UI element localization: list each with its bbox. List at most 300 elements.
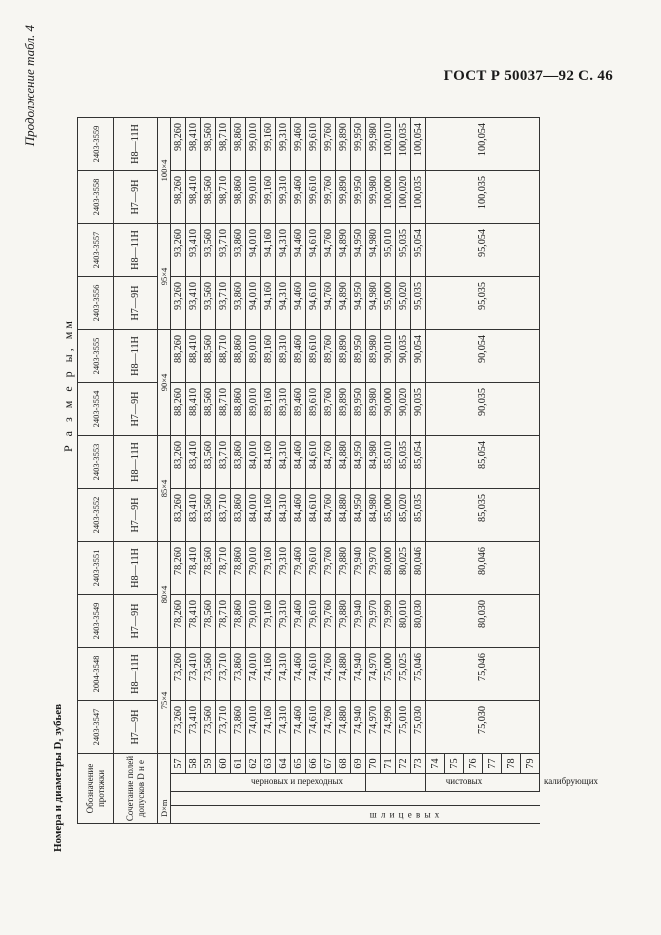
diameter-cell: 73,260: [171, 648, 186, 701]
diameter-cell: 79,760: [321, 542, 336, 595]
diameter-cell: 89,950: [351, 330, 366, 383]
diameter-cell: 89,010: [246, 383, 261, 436]
diameter-cell: 74,940: [351, 701, 366, 754]
diameter-cell: 79,610: [306, 542, 321, 595]
diameter-cell: 74,940: [351, 648, 366, 701]
code-header: 2403-3549: [78, 595, 114, 648]
calib-diameter-cell: 90,054: [426, 330, 540, 383]
tooth-number: 75: [445, 754, 464, 774]
diameter-cell: 75,010: [396, 701, 411, 754]
table-row: [246, 118, 261, 824]
continuation-label: Продолжение табл. 4: [22, 25, 37, 147]
diameter-cell: 88,560: [201, 330, 216, 383]
table-row: [201, 118, 216, 824]
code-header: 2403-3553: [78, 436, 114, 489]
size-header: 75×4: [158, 648, 171, 754]
diameter-cell: 89,310: [276, 330, 291, 383]
tooth-number: 67: [321, 754, 336, 774]
diameter-cell: 94,890: [336, 224, 351, 277]
tooth-number: 62: [246, 754, 261, 774]
diameter-cell: 85,020: [396, 489, 411, 542]
tooth-number: 72: [396, 754, 411, 774]
tooth-number: 71: [381, 754, 396, 774]
table-row: [426, 118, 445, 824]
diameter-cell: 79,880: [336, 595, 351, 648]
code-header: 2403-3547: [78, 701, 114, 754]
diameter-cell: 89,460: [291, 383, 306, 436]
diameter-cell: 79,310: [276, 595, 291, 648]
calib-diameter-cell: 75,046: [426, 648, 540, 701]
diameter-cell: 84,880: [336, 436, 351, 489]
diameter-cell: 100,054: [411, 118, 426, 171]
diameter-cell: 79,990: [381, 595, 396, 648]
diameter-cell: 80,025: [396, 542, 411, 595]
tolerance-cell: H8—11H: [114, 118, 158, 171]
tooth-number: 74: [426, 754, 445, 774]
diameter-cell: 94,310: [276, 277, 291, 330]
diameter-cell: 84,160: [261, 436, 276, 489]
diameter-cell: 88,860: [231, 330, 246, 383]
diameter-cell: 100,035: [411, 171, 426, 224]
diameter-cell: 84,310: [276, 436, 291, 489]
diameter-cell: 84,980: [366, 489, 381, 542]
diameter-cell: 95,054: [411, 224, 426, 277]
diameter-cell: 93,410: [186, 277, 201, 330]
diameter-cell: 83,860: [231, 489, 246, 542]
diameter-cell: 98,710: [216, 171, 231, 224]
diameter-cell: 74,970: [366, 648, 381, 701]
diameter-cell: 83,410: [186, 436, 201, 489]
sizes-label: Р а з м е р ы, мм: [61, 318, 75, 452]
diameter-cell: 74,160: [261, 648, 276, 701]
diameter-cell: 83,710: [216, 436, 231, 489]
diameter-cell: 94,980: [366, 277, 381, 330]
diameter-cell: 74,880: [336, 701, 351, 754]
diameter-cell: 78,560: [201, 542, 216, 595]
diameter-cell: 84,950: [351, 436, 366, 489]
diameter-cell: 79,940: [351, 542, 366, 595]
calib-diameter-cell: 85,035: [426, 489, 540, 542]
calib-diameter-cell: 100,054: [426, 118, 540, 171]
diameter-cell: 100,035: [396, 118, 411, 171]
diameter-cell: 94,980: [366, 224, 381, 277]
diameter-cell: 80,046: [411, 542, 426, 595]
diameter-cell: 74,160: [261, 701, 276, 754]
diameter-cell: 83,260: [171, 489, 186, 542]
spacer-cell: [171, 792, 540, 806]
table-row: [366, 118, 381, 824]
rotated-page-content: [22, 25, 643, 852]
diameter-cell: 85,010: [381, 436, 396, 489]
diameter-cell: 75,000: [381, 648, 396, 701]
table-row: [216, 118, 231, 824]
diameter-cell: 85,000: [381, 489, 396, 542]
size-header: 85×4: [158, 436, 171, 542]
diameter-cell: 78,410: [186, 542, 201, 595]
diameter-cell: 94,460: [291, 277, 306, 330]
table-row: [171, 118, 186, 824]
diameter-cell: 84,610: [306, 436, 321, 489]
tooth-number: 78: [502, 754, 521, 774]
diameter-cell: 99,760: [321, 118, 336, 171]
diameter-cell: 84,010: [246, 489, 261, 542]
diameter-cell: 74,970: [366, 701, 381, 754]
code-header: 2403-3559: [78, 118, 114, 171]
calib-diameter-cell: 95,054: [426, 224, 540, 277]
diameter-cell: 83,710: [216, 489, 231, 542]
diameter-cell: 100,010: [381, 118, 396, 171]
diameter-cell: 80,000: [381, 542, 396, 595]
diameter-cell: 79,310: [276, 542, 291, 595]
diameter-cell: 88,560: [201, 383, 216, 436]
diameter-cell: 78,710: [216, 595, 231, 648]
diameter-cell: 88,410: [186, 383, 201, 436]
diameter-cell: 98,560: [201, 171, 216, 224]
diameter-cell: 99,010: [246, 171, 261, 224]
diameter-cell: 89,460: [291, 330, 306, 383]
diameter-cell: 99,890: [336, 171, 351, 224]
size-header: 80×4: [158, 542, 171, 648]
table-row: [411, 118, 426, 824]
diameter-cell: 95,020: [396, 277, 411, 330]
diameter-cell: 89,890: [336, 330, 351, 383]
table-row: [261, 118, 276, 824]
diameter-cell: 73,560: [201, 648, 216, 701]
calib-diameter-cell: 80,030: [426, 595, 540, 648]
diameter-cell: 74,010: [246, 701, 261, 754]
diameter-cell: 90,035: [411, 383, 426, 436]
diameter-cell: 73,560: [201, 701, 216, 754]
diameter-cell: 99,460: [291, 118, 306, 171]
diameter-cell: 93,860: [231, 277, 246, 330]
diameter-cell: 93,260: [171, 224, 186, 277]
diameter-cell: 98,860: [231, 118, 246, 171]
diameter-cell: 75,046: [411, 648, 426, 701]
diameter-cell: 85,035: [396, 436, 411, 489]
diameter-cell: 99,890: [336, 118, 351, 171]
tooth-number: 68: [336, 754, 351, 774]
diameter-cell: 73,410: [186, 701, 201, 754]
diameter-cell: 74,610: [306, 648, 321, 701]
diameter-cell: 99,160: [261, 171, 276, 224]
table-row: [186, 118, 201, 824]
tooth-number: 58: [186, 754, 201, 774]
tooth-number: 64: [276, 754, 291, 774]
tooth-number: 76: [464, 754, 483, 774]
diameter-cell: 94,950: [351, 224, 366, 277]
table-row: [336, 118, 351, 824]
diameter-cell: 94,610: [306, 224, 321, 277]
diameter-cell: 79,010: [246, 542, 261, 595]
diameter-cell: 79,970: [366, 595, 381, 648]
designation-header: Обозначение протяжки: [78, 754, 114, 824]
calib-group-label: калибрующих: [543, 776, 599, 786]
diameter-cell: 74,460: [291, 648, 306, 701]
diameter-cell: 93,410: [186, 224, 201, 277]
diameter-cell: 90,035: [396, 330, 411, 383]
diameter-cell: 84,010: [246, 436, 261, 489]
diameter-cell: 73,410: [186, 648, 201, 701]
code-header: 2403-3556: [78, 277, 114, 330]
code-header: 2403-3551: [78, 542, 114, 595]
diameter-cell: 89,160: [261, 383, 276, 436]
rough-group-label: черновых и переходных: [251, 775, 343, 786]
table-row: [291, 118, 306, 824]
diameter-cell: 100,000: [381, 171, 396, 224]
diameter-cell: 98,410: [186, 118, 201, 171]
calib-diameter-cell: 85,054: [426, 436, 540, 489]
diameter-cell: 84,980: [366, 436, 381, 489]
diameter-cell: 99,610: [306, 118, 321, 171]
diameter-cell: 78,260: [171, 595, 186, 648]
diameter-cell: 89,610: [306, 383, 321, 436]
code-header: 2403-3555: [78, 330, 114, 383]
calib-diameter-cell: 80,046: [426, 542, 540, 595]
diameter-cell: 74,310: [276, 701, 291, 754]
diameter-cell: 80,030: [411, 595, 426, 648]
diameter-cell: 99,310: [276, 118, 291, 171]
tolerance-cell: H7—9H: [114, 701, 158, 754]
dxm-header: D×m: [158, 754, 171, 824]
size-header: 90×4: [158, 330, 171, 436]
table-row: [351, 118, 366, 824]
diameter-cell: 95,035: [411, 277, 426, 330]
diameter-cell: 90,010: [381, 330, 396, 383]
tooth-number: 57: [171, 754, 186, 774]
diameter-cell: 95,035: [396, 224, 411, 277]
diameter-cell: 88,860: [231, 383, 246, 436]
diameter-cell: 79,160: [261, 595, 276, 648]
diameter-cell: 94,010: [246, 224, 261, 277]
diameter-cell: 89,760: [321, 383, 336, 436]
diameter-cell: 94,160: [261, 224, 276, 277]
tooth-number: 79: [521, 754, 540, 774]
tooth-number: 69: [351, 754, 366, 774]
diameter-cell: 73,860: [231, 648, 246, 701]
diameter-cell: 89,760: [321, 330, 336, 383]
table-row: [381, 118, 396, 824]
diameter-cell: 83,860: [231, 436, 246, 489]
tolerance-cell: H7—9H: [114, 171, 158, 224]
diameter-cell: 88,260: [171, 330, 186, 383]
diameter-cell: 89,010: [246, 330, 261, 383]
diameter-cell: 94,760: [321, 277, 336, 330]
diameter-cell: 73,710: [216, 648, 231, 701]
diameter-cell: 98,260: [171, 118, 186, 171]
tolerance-cell: H7—9H: [114, 277, 158, 330]
diameter-cell: 78,560: [201, 595, 216, 648]
diameter-cell: 84,460: [291, 489, 306, 542]
diameter-cell: 88,710: [216, 330, 231, 383]
diameter-cell: 75,030: [411, 701, 426, 754]
diameter-cell: 84,950: [351, 489, 366, 542]
diameter-cell: 98,560: [201, 118, 216, 171]
diameter-cell: 74,760: [321, 701, 336, 754]
finish-group-label: чистовых: [445, 775, 483, 786]
table-row: [321, 118, 336, 824]
teeth-numbers-label: Номера и диаметры D₁ зубьев: [52, 703, 64, 852]
diameter-cell: 89,980: [366, 330, 381, 383]
diameter-cell: 84,880: [336, 489, 351, 542]
calib-diameter-cell: 90,035: [426, 383, 540, 436]
diameter-cell: 83,560: [201, 436, 216, 489]
diameter-cell: 73,260: [171, 701, 186, 754]
diameter-cell: 94,950: [351, 277, 366, 330]
tooth-number: 73: [411, 754, 426, 774]
diameter-cell: 95,010: [381, 224, 396, 277]
diameter-cell: 93,860: [231, 224, 246, 277]
diameter-cell: 89,890: [336, 383, 351, 436]
diameter-cell: 100,020: [396, 171, 411, 224]
diameter-cell: 94,160: [261, 277, 276, 330]
diameter-cell: 79,970: [366, 542, 381, 595]
diameter-cell: 73,710: [216, 701, 231, 754]
calib-diameter-cell: 100,035: [426, 171, 540, 224]
diameter-cell: 79,880: [336, 542, 351, 595]
diameter-cell: 73,860: [231, 701, 246, 754]
diameter-cell: 85,054: [411, 436, 426, 489]
diameter-cell: 79,760: [321, 595, 336, 648]
diameter-cell: 99,010: [246, 118, 261, 171]
diameter-cell: 98,710: [216, 118, 231, 171]
diameter-cell: 79,610: [306, 595, 321, 648]
diameter-cell: 94,460: [291, 224, 306, 277]
diameter-cell: 98,410: [186, 171, 201, 224]
tooth-number: 60: [216, 754, 231, 774]
diameter-cell: 75,025: [396, 648, 411, 701]
tooth-number: 70: [366, 754, 381, 774]
tolerance-cell: H7—9H: [114, 383, 158, 436]
diameter-cell: 74,310: [276, 648, 291, 701]
diameter-cell: 78,260: [171, 542, 186, 595]
diameter-cell: 79,160: [261, 542, 276, 595]
diameter-cell: 94,610: [306, 277, 321, 330]
diameter-cell: 88,410: [186, 330, 201, 383]
diameter-cell: 84,160: [261, 489, 276, 542]
broach-teeth-table: [77, 117, 540, 824]
diameter-cell: 83,410: [186, 489, 201, 542]
diameter-cell: 99,950: [351, 171, 366, 224]
diameter-cell: 79,460: [291, 595, 306, 648]
teeth-group-label: ш л и ц е в ы х: [369, 809, 441, 820]
tooth-number: 59: [201, 754, 216, 774]
code-header: 2403-3552: [78, 489, 114, 542]
diameter-cell: 99,610: [306, 171, 321, 224]
page-header: ГОСТ Р 50037—92 С. 46: [443, 68, 613, 84]
tolerance-cell: H8—11H: [114, 224, 158, 277]
diameter-cell: 94,010: [246, 277, 261, 330]
diameter-cell: 99,760: [321, 171, 336, 224]
diameter-cell: 90,020: [396, 383, 411, 436]
diameter-cell: 74,610: [306, 701, 321, 754]
diameter-cell: 89,950: [351, 383, 366, 436]
diameter-cell: 93,560: [201, 224, 216, 277]
tolerance-cell: H7—9H: [114, 489, 158, 542]
diameter-cell: 93,260: [171, 277, 186, 330]
diameter-cell: 99,980: [366, 118, 381, 171]
code-header: 2403-3557: [78, 224, 114, 277]
diameter-cell: 89,160: [261, 330, 276, 383]
code-header: 2403-3554: [78, 383, 114, 436]
diameter-cell: 74,010: [246, 648, 261, 701]
code-header: 2004-3548: [78, 648, 114, 701]
diameter-cell: 79,010: [246, 595, 261, 648]
diameter-cell: 80,010: [396, 595, 411, 648]
diameter-cell: 89,610: [306, 330, 321, 383]
diameter-cell: 93,710: [216, 277, 231, 330]
code-header: 2403-3558: [78, 171, 114, 224]
table-row: [231, 118, 246, 824]
diameter-cell: 88,710: [216, 383, 231, 436]
diameter-cell: 95,000: [381, 277, 396, 330]
diameter-cell: 89,310: [276, 383, 291, 436]
diameter-cell: 94,890: [336, 277, 351, 330]
diameter-cell: 78,410: [186, 595, 201, 648]
calib-diameter-cell: 95,035: [426, 277, 540, 330]
diameter-cell: 78,860: [231, 542, 246, 595]
diameter-cell: 78,860: [231, 595, 246, 648]
tooth-number: 77: [483, 754, 502, 774]
size-header: 95×4: [158, 224, 171, 330]
diameter-cell: 89,980: [366, 383, 381, 436]
diameter-cell: 93,560: [201, 277, 216, 330]
diameter-cell: 74,990: [381, 701, 396, 754]
table-row: [306, 118, 321, 824]
tooth-number: 65: [291, 754, 306, 774]
diameter-cell: 84,760: [321, 436, 336, 489]
diameter-cell: 79,940: [351, 595, 366, 648]
diameter-cell: 98,260: [171, 171, 186, 224]
diameter-cell: 93,710: [216, 224, 231, 277]
tolerance-cell: H8—11H: [114, 436, 158, 489]
diameter-cell: 74,460: [291, 701, 306, 754]
diameter-cell: 74,880: [336, 648, 351, 701]
diameter-cell: 98,860: [231, 171, 246, 224]
diameter-cell: 99,460: [291, 171, 306, 224]
diameter-cell: 83,260: [171, 436, 186, 489]
diameter-cell: 84,460: [291, 436, 306, 489]
tooth-number: 66: [306, 754, 321, 774]
diameter-cell: 74,760: [321, 648, 336, 701]
diameter-cell: 84,610: [306, 489, 321, 542]
table-row: [396, 118, 411, 824]
size-header: 100×4: [158, 118, 171, 224]
diameter-cell: 85,035: [411, 489, 426, 542]
diameter-cell: 79,460: [291, 542, 306, 595]
tolerance-header: Сочетание полей допусков D н е: [114, 754, 158, 824]
diameter-cell: 99,160: [261, 118, 276, 171]
diameter-cell: 78,710: [216, 542, 231, 595]
diameter-cell: 88,260: [171, 383, 186, 436]
table-row: [276, 118, 291, 824]
tooth-number: 61: [231, 754, 246, 774]
diameter-cell: 94,760: [321, 224, 336, 277]
diameter-cell: 99,950: [351, 118, 366, 171]
diameter-cell: 84,760: [321, 489, 336, 542]
diameter-cell: 94,310: [276, 224, 291, 277]
diameter-cell: 90,054: [411, 330, 426, 383]
tolerance-cell: H8—11H: [114, 648, 158, 701]
diameter-cell: 84,310: [276, 489, 291, 542]
tooth-number: 63: [261, 754, 276, 774]
diameter-cell: 99,980: [366, 171, 381, 224]
diameter-cell: 90,000: [381, 383, 396, 436]
tolerance-cell: H8—11H: [114, 542, 158, 595]
calib-diameter-cell: 75,030: [426, 701, 540, 754]
diameter-cell: 83,560: [201, 489, 216, 542]
tolerance-cell: H8—11H: [114, 330, 158, 383]
diameter-cell: 99,310: [276, 171, 291, 224]
